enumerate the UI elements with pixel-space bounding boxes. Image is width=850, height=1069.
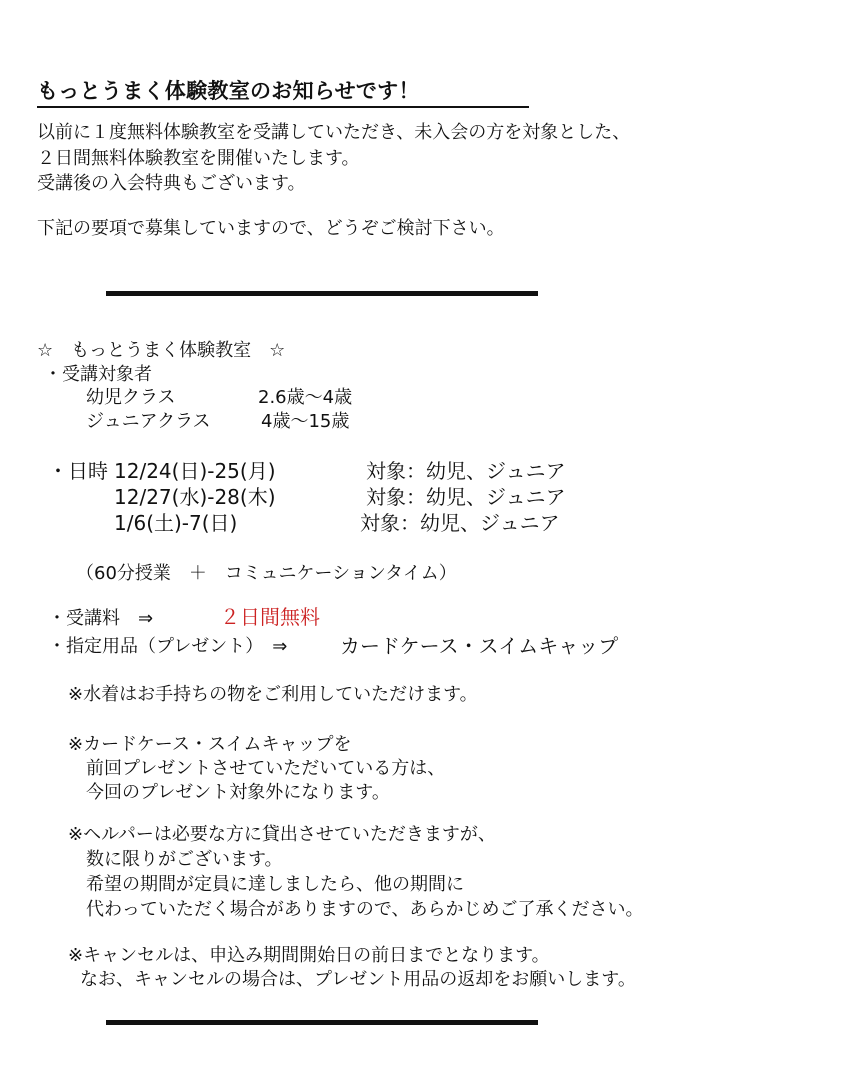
divider-top bbox=[106, 291, 538, 296]
intro-line-4: 下記の要項で募集していますので、どうぞご検討下さい。 bbox=[37, 218, 505, 239]
note-card-1: ※カードケース・スイムキャップを bbox=[68, 734, 352, 755]
fee-value: ２日間無料 bbox=[220, 605, 320, 629]
note-card-2: 前回プレゼントさせていただいている方は、 bbox=[86, 758, 446, 779]
class-name-junior: ジュニアクラス bbox=[86, 411, 211, 432]
intro-line-1: 以前に１度無料体験教室を受講していただき、未入会の方を対象とした、 bbox=[37, 122, 631, 143]
intro-line-3: 受講後の入会特典もございます。 bbox=[37, 173, 306, 194]
fee-label: ・受講料 ⇒ bbox=[48, 608, 154, 629]
class-ages-infant: 2.6歳～4歳 bbox=[258, 387, 353, 408]
class-ages-junior: 4歳～15歳 bbox=[261, 411, 350, 432]
title-underline bbox=[37, 106, 529, 108]
schedule-target-3: 対象：幼児、ジュニア bbox=[360, 511, 560, 535]
class-name-infant: 幼児クラス bbox=[86, 387, 176, 408]
note-card-3: 今回のプレゼント対象外になります。 bbox=[86, 782, 390, 803]
divider-bottom bbox=[106, 1020, 538, 1025]
schedule-note: （60分授業 ＋ コミュニケーションタイム） bbox=[76, 563, 457, 584]
note-cancel-1: ※キャンセルは、申込み期間開始日の前日までとなります。 bbox=[68, 945, 550, 966]
page-title: もっとうまく体験教室のお知らせです！ bbox=[37, 79, 420, 103]
note-helper-2: 数に限りがございます。 bbox=[86, 849, 283, 870]
note-helper-3: 希望の期間が定員に達しましたら、他の期間に bbox=[86, 874, 464, 895]
note-cancel-2: なお、キャンセルの場合は、プレゼント用品の返却をお願いします。 bbox=[80, 969, 636, 990]
schedule-target-2: 対象：幼児、ジュニア bbox=[366, 485, 566, 509]
section-heading: ☆ もっとうまく体験教室 ☆ bbox=[37, 340, 286, 361]
schedule-date-3: 1/6(土)-7(日) bbox=[114, 511, 238, 535]
schedule-target-1: 対象：幼児、ジュニア bbox=[366, 459, 566, 483]
eligibility-label: ・受講対象者 bbox=[44, 364, 152, 385]
intro-line-2: ２日間無料体験教室を開催いたします。 bbox=[37, 148, 360, 169]
note-swimsuit: ※水着はお手持ちの物をご利用していただけます。 bbox=[68, 684, 478, 705]
gift-value: カードケース・スイムキャップ bbox=[340, 634, 619, 658]
schedule-date-1: 12/24(日)-25(月) bbox=[114, 459, 276, 483]
schedule-date-2: 12/27(水)-28(木) bbox=[114, 485, 276, 509]
gift-label: ・指定用品（プレゼント） ⇒ bbox=[48, 636, 288, 657]
schedule-label: ・日時 bbox=[48, 459, 108, 483]
note-helper-4: 代わっていただく場合がありますので、あらかじめご了承ください。 bbox=[86, 899, 644, 920]
note-helper-1: ※ヘルパーは必要な方に貸出させていただきますが、 bbox=[68, 824, 496, 845]
